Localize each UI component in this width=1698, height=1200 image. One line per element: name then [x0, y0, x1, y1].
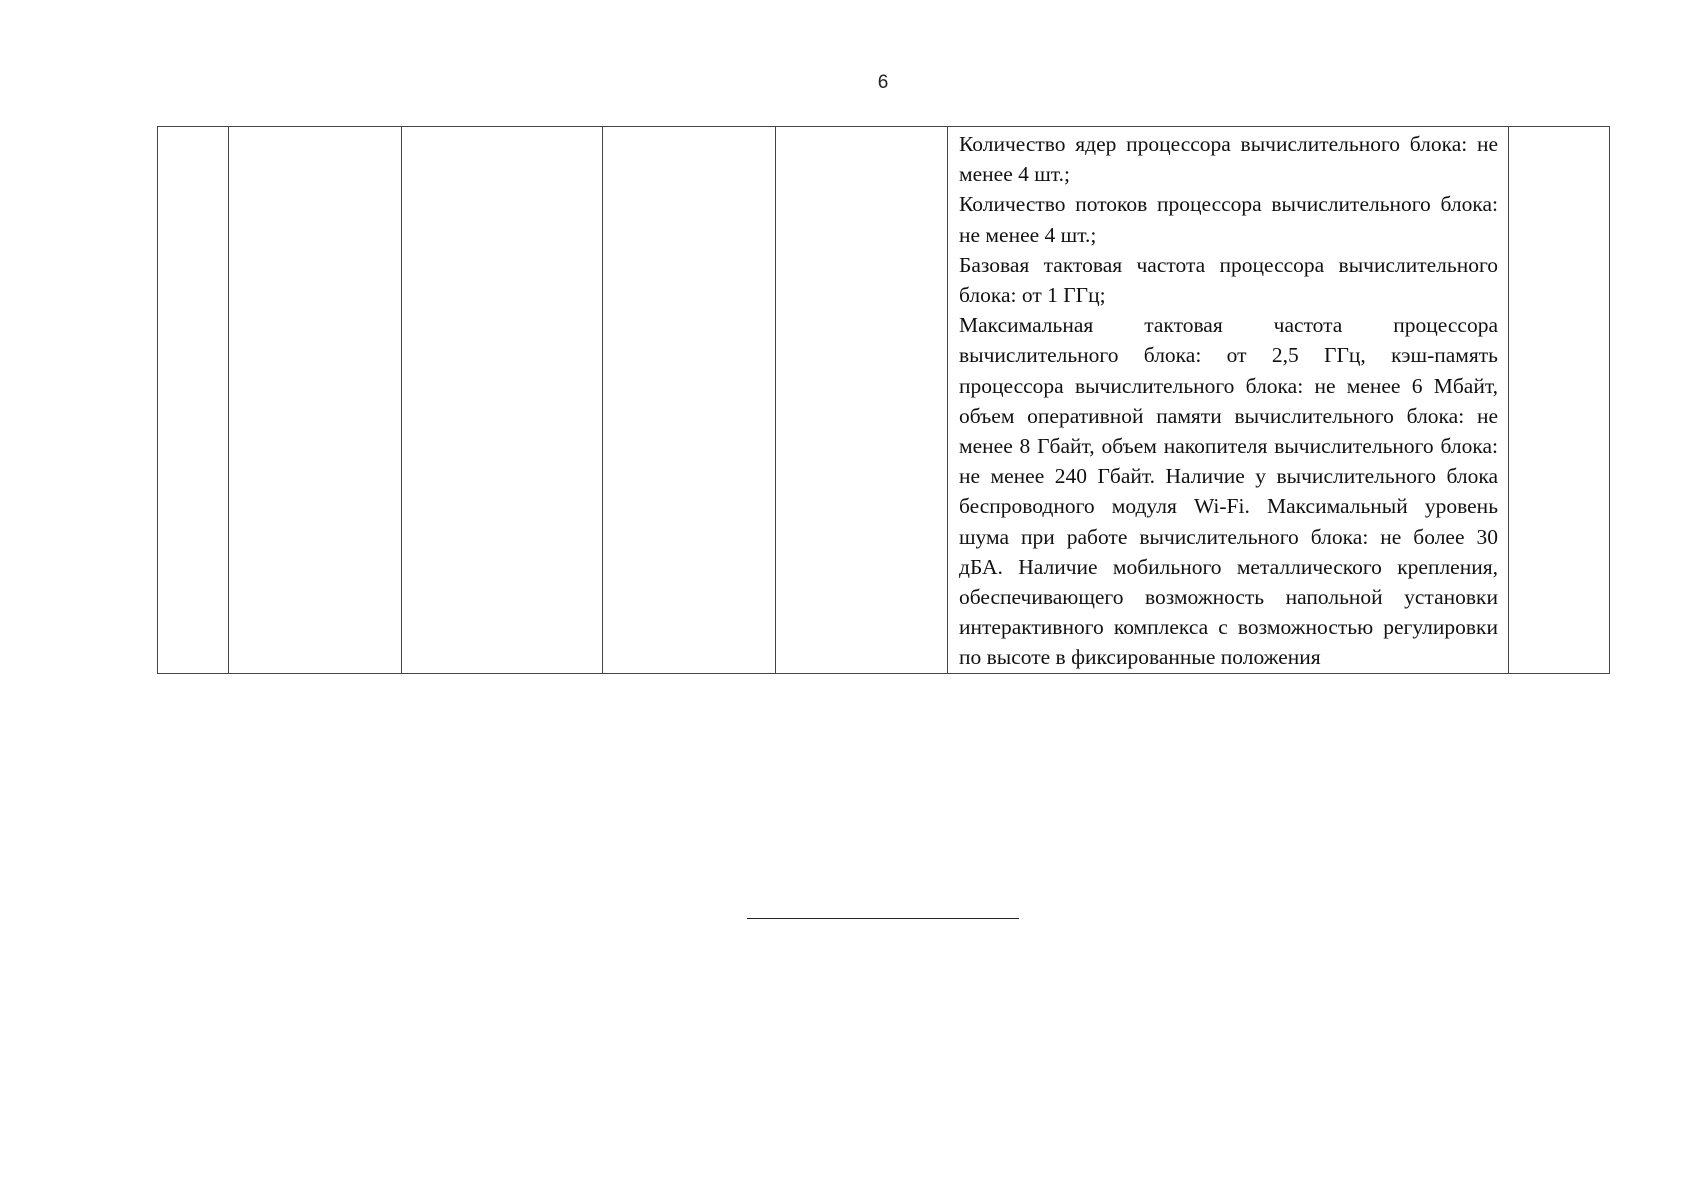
table-cell-column-3: [402, 127, 603, 674]
table-cell-last: [1509, 127, 1610, 674]
spec-paragraph-threads: Количество потоков процессора вычислительного блока: не менее 4 шт.;: [959, 192, 1498, 247]
table-cell-specifications: [948, 127, 1509, 674]
table-cell-column-5: [776, 127, 948, 674]
table-row: [158, 127, 1610, 674]
table-cell-number: [158, 127, 229, 674]
spec-paragraph-max-frequency: Максимальная тактовая частота процессора вычислительного блока: от 2,5 ГГц, кэш-память процессора вычислительного блока: не менее 6 Мбайт, объем оперативной памяти вычислительного блока: не менее 8 Гбайт, объем накопителя вычислительного блока: не менее 240 Гбайт. Наличие у вычислительного блока беспроводного модуля Wi-Fi. Максимальный уровень шума при работе вычислительного блока: не более 30 дБА. Наличие мобильного металлического крепления, обеспечивающего возможность напольной установки интерактивного комплекса с возможностью регулировки по высоте в фиксированные положения: [959, 313, 1498, 670]
page-number: 6: [877, 72, 889, 93]
end-of-document-rule: [747, 918, 1019, 919]
table-cell-column-4: [603, 127, 776, 674]
table-cell-column-2: [229, 127, 402, 674]
specification-table: [157, 126, 1610, 674]
spec-paragraph-base-frequency: Базовая тактовая частота процессора вычислительного блока: от 1 ГГц;: [959, 252, 1498, 308]
spec-paragraph-cores: Количество ядер процессора вычислительного блока: не менее 4 шт.;: [959, 132, 1498, 187]
